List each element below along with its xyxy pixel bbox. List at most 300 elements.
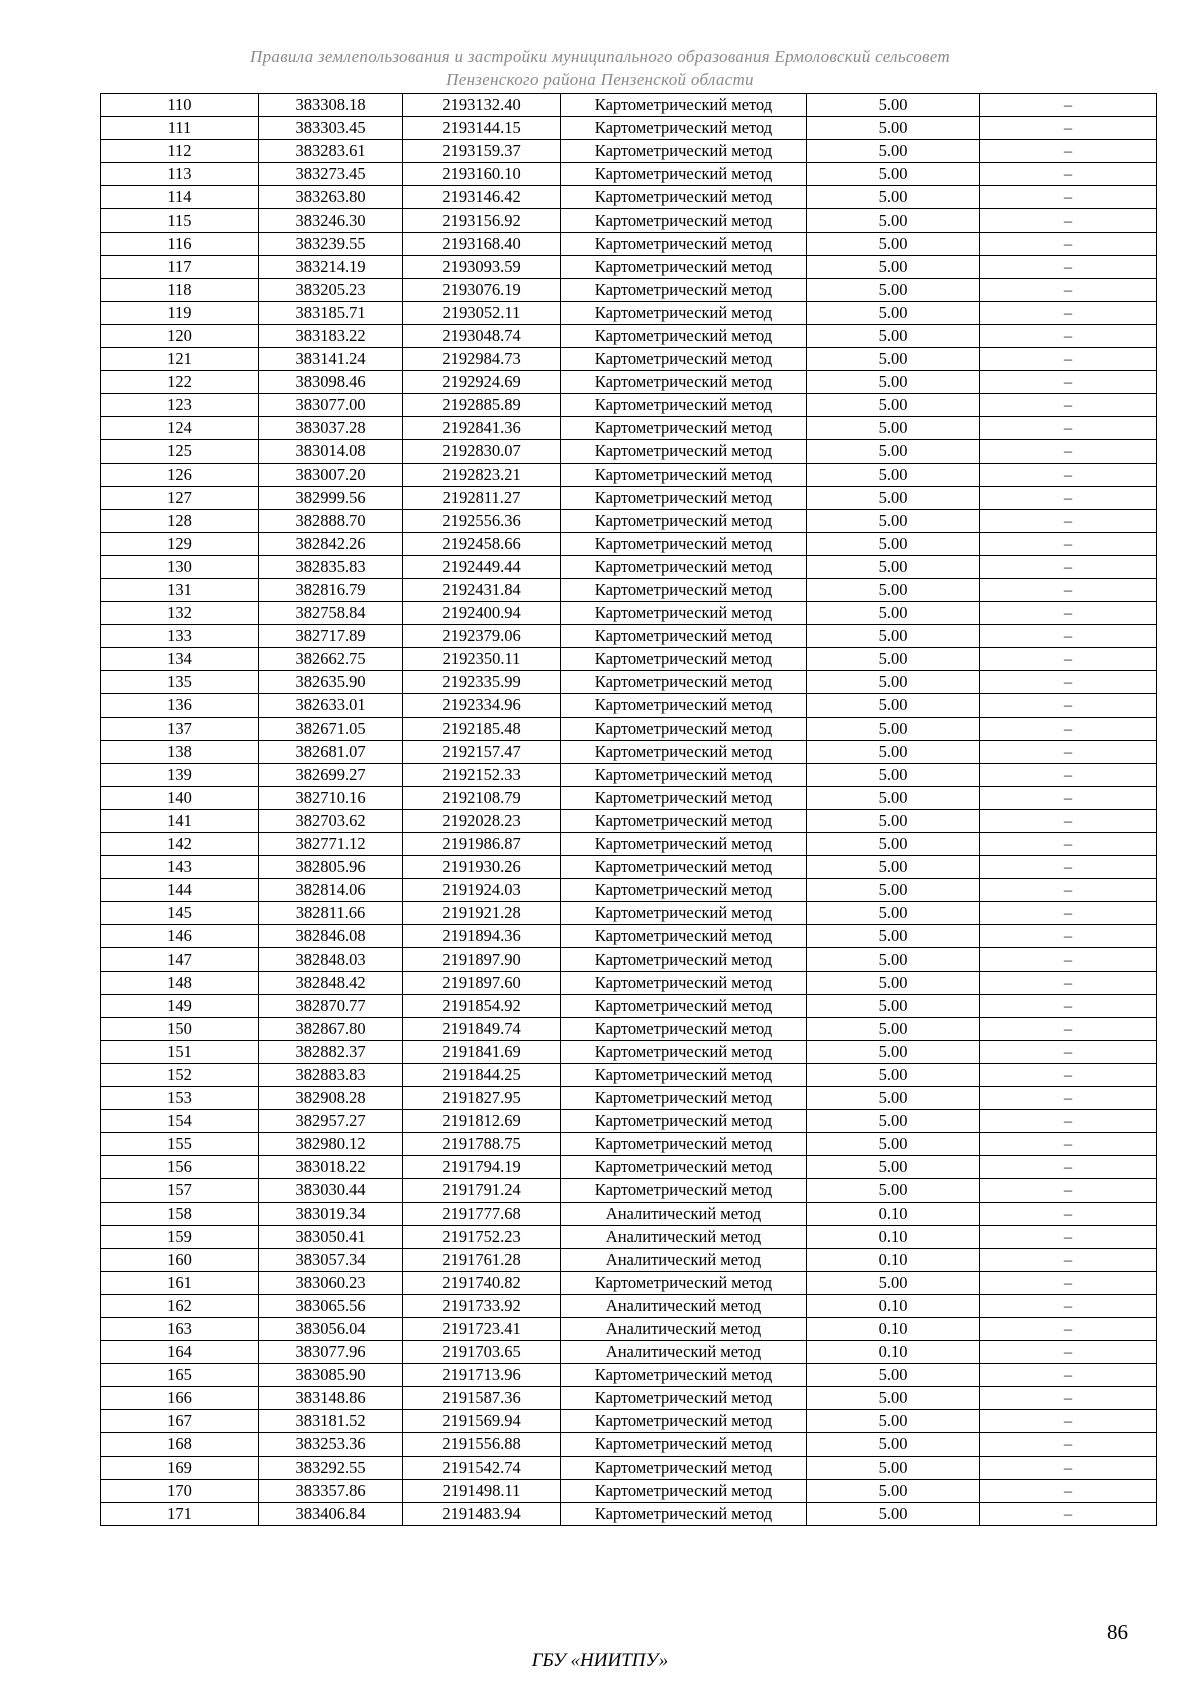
x-coordinate-cell: 382888.70 bbox=[259, 509, 403, 532]
point-number-cell: 164 bbox=[101, 1341, 259, 1364]
description-cell: – bbox=[980, 509, 1157, 532]
table-body bbox=[101, 94, 1157, 1526]
table-row bbox=[101, 717, 1157, 740]
x-coordinate-cell: 382980.12 bbox=[259, 1133, 403, 1156]
table-row bbox=[101, 971, 1157, 994]
x-coordinate-cell: 382957.27 bbox=[259, 1110, 403, 1133]
description-cell: – bbox=[980, 1133, 1157, 1156]
y-coordinate-cell: 2192924.69 bbox=[403, 371, 561, 394]
precision-cell: 5.00 bbox=[807, 417, 980, 440]
y-coordinate-cell: 2191827.95 bbox=[403, 1087, 561, 1110]
precision-cell: 5.00 bbox=[807, 209, 980, 232]
description-cell: – bbox=[980, 602, 1157, 625]
table-row bbox=[101, 1341, 1157, 1364]
x-coordinate-cell: 383183.22 bbox=[259, 324, 403, 347]
precision-cell: 5.00 bbox=[807, 1017, 980, 1040]
y-coordinate-cell: 2191569.94 bbox=[403, 1410, 561, 1433]
precision-cell: 5.00 bbox=[807, 117, 980, 140]
description-cell: – bbox=[980, 301, 1157, 324]
point-number-cell: 146 bbox=[101, 925, 259, 948]
description-cell: – bbox=[980, 532, 1157, 555]
precision-cell: 5.00 bbox=[807, 694, 980, 717]
x-coordinate-cell: 383303.45 bbox=[259, 117, 403, 140]
table-row bbox=[101, 1410, 1157, 1433]
point-number-cell: 165 bbox=[101, 1364, 259, 1387]
precision-cell: 5.00 bbox=[807, 833, 980, 856]
description-cell: – bbox=[980, 1271, 1157, 1294]
page-number: 86 bbox=[1107, 1620, 1128, 1644]
precision-cell: 5.00 bbox=[807, 1364, 980, 1387]
precision-cell: 5.00 bbox=[807, 671, 980, 694]
point-number-cell: 129 bbox=[101, 532, 259, 555]
table-row bbox=[101, 371, 1157, 394]
method-cell: Картометрический метод bbox=[561, 809, 807, 832]
precision-cell: 5.00 bbox=[807, 486, 980, 509]
y-coordinate-cell: 2191897.60 bbox=[403, 971, 561, 994]
precision-cell: 5.00 bbox=[807, 440, 980, 463]
x-coordinate-cell: 382870.77 bbox=[259, 994, 403, 1017]
x-coordinate-cell: 383141.24 bbox=[259, 348, 403, 371]
description-cell: – bbox=[980, 902, 1157, 925]
method-cell: Картометрический метод bbox=[561, 1502, 807, 1525]
description-cell: – bbox=[980, 1063, 1157, 1086]
precision-cell: 5.00 bbox=[807, 856, 980, 879]
point-number-cell: 150 bbox=[101, 1017, 259, 1040]
x-coordinate-cell: 382811.66 bbox=[259, 902, 403, 925]
table-row bbox=[101, 1364, 1157, 1387]
y-coordinate-cell: 2193048.74 bbox=[403, 324, 561, 347]
header-line-2: Пензенского района Пензенской области bbox=[446, 70, 754, 89]
method-cell: Картометрический метод bbox=[561, 417, 807, 440]
x-coordinate-cell: 383098.46 bbox=[259, 371, 403, 394]
table-row bbox=[101, 532, 1157, 555]
point-number-cell: 112 bbox=[101, 140, 259, 163]
method-cell: Картометрический метод bbox=[561, 440, 807, 463]
page-footer: ГБУ «НИИТПУ» bbox=[531, 1650, 669, 1671]
precision-cell: 5.00 bbox=[807, 948, 980, 971]
point-number-cell: 148 bbox=[101, 971, 259, 994]
precision-cell: 5.00 bbox=[807, 902, 980, 925]
precision-cell: 5.00 bbox=[807, 994, 980, 1017]
x-coordinate-cell: 383239.55 bbox=[259, 232, 403, 255]
table-row bbox=[101, 1225, 1157, 1248]
description-cell: – bbox=[980, 1040, 1157, 1063]
point-number-cell: 171 bbox=[101, 1502, 259, 1525]
description-cell: – bbox=[980, 648, 1157, 671]
point-number-cell: 136 bbox=[101, 694, 259, 717]
precision-cell: 5.00 bbox=[807, 324, 980, 347]
description-cell: – bbox=[980, 486, 1157, 509]
precision-cell: 5.00 bbox=[807, 1479, 980, 1502]
precision-cell: 5.00 bbox=[807, 602, 980, 625]
table-row bbox=[101, 440, 1157, 463]
precision-cell: 0.10 bbox=[807, 1317, 980, 1340]
point-number-cell: 128 bbox=[101, 509, 259, 532]
description-cell: – bbox=[980, 1341, 1157, 1364]
precision-cell: 5.00 bbox=[807, 786, 980, 809]
table-row bbox=[101, 140, 1157, 163]
point-number-cell: 120 bbox=[101, 324, 259, 347]
x-coordinate-cell: 383060.23 bbox=[259, 1271, 403, 1294]
table-row bbox=[101, 1433, 1157, 1456]
coordinates-table bbox=[100, 93, 1157, 1526]
y-coordinate-cell: 2192185.48 bbox=[403, 717, 561, 740]
table-row bbox=[101, 578, 1157, 601]
table-row bbox=[101, 417, 1157, 440]
y-coordinate-cell: 2191703.65 bbox=[403, 1341, 561, 1364]
method-cell: Картометрический метод bbox=[561, 740, 807, 763]
point-number-cell: 139 bbox=[101, 763, 259, 786]
description-cell: – bbox=[980, 1456, 1157, 1479]
y-coordinate-cell: 2192152.33 bbox=[403, 763, 561, 786]
table-row bbox=[101, 232, 1157, 255]
description-cell: – bbox=[980, 186, 1157, 209]
point-number-cell: 161 bbox=[101, 1271, 259, 1294]
table-row bbox=[101, 1387, 1157, 1410]
precision-cell: 5.00 bbox=[807, 1433, 980, 1456]
point-number-cell: 160 bbox=[101, 1248, 259, 1271]
precision-cell: 5.00 bbox=[807, 925, 980, 948]
table-row bbox=[101, 509, 1157, 532]
point-number-cell: 115 bbox=[101, 209, 259, 232]
table-row bbox=[101, 1479, 1157, 1502]
table-row bbox=[101, 1317, 1157, 1340]
y-coordinate-cell: 2191761.28 bbox=[403, 1248, 561, 1271]
method-cell: Картометрический метод bbox=[561, 255, 807, 278]
description-cell: – bbox=[980, 578, 1157, 601]
precision-cell: 0.10 bbox=[807, 1225, 980, 1248]
table-row bbox=[101, 694, 1157, 717]
description-cell: – bbox=[980, 1225, 1157, 1248]
x-coordinate-cell: 382848.42 bbox=[259, 971, 403, 994]
point-number-cell: 124 bbox=[101, 417, 259, 440]
table-row bbox=[101, 324, 1157, 347]
table-row bbox=[101, 625, 1157, 648]
point-number-cell: 125 bbox=[101, 440, 259, 463]
precision-cell: 5.00 bbox=[807, 301, 980, 324]
precision-cell: 5.00 bbox=[807, 1133, 980, 1156]
method-cell: Картометрический метод bbox=[561, 1040, 807, 1063]
y-coordinate-cell: 2191791.24 bbox=[403, 1179, 561, 1202]
table-row bbox=[101, 994, 1157, 1017]
point-number-cell: 127 bbox=[101, 486, 259, 509]
description-cell: – bbox=[980, 417, 1157, 440]
y-coordinate-cell: 2193160.10 bbox=[403, 163, 561, 186]
x-coordinate-cell: 383014.08 bbox=[259, 440, 403, 463]
precision-cell: 0.10 bbox=[807, 1202, 980, 1225]
table-row bbox=[101, 255, 1157, 278]
x-coordinate-cell: 382882.37 bbox=[259, 1040, 403, 1063]
method-cell: Картометрический метод bbox=[561, 324, 807, 347]
y-coordinate-cell: 2193159.37 bbox=[403, 140, 561, 163]
y-coordinate-cell: 2193052.11 bbox=[403, 301, 561, 324]
point-number-cell: 110 bbox=[101, 94, 259, 117]
x-coordinate-cell: 383019.34 bbox=[259, 1202, 403, 1225]
method-cell: Картометрический метод bbox=[561, 140, 807, 163]
description-cell: – bbox=[980, 94, 1157, 117]
description-cell: – bbox=[980, 1294, 1157, 1317]
table-row bbox=[101, 301, 1157, 324]
method-cell: Картометрический метод bbox=[561, 856, 807, 879]
y-coordinate-cell: 2193144.15 bbox=[403, 117, 561, 140]
precision-cell: 5.00 bbox=[807, 717, 980, 740]
method-cell: Картометрический метод bbox=[561, 717, 807, 740]
point-number-cell: 147 bbox=[101, 948, 259, 971]
method-cell: Картометрический метод bbox=[561, 186, 807, 209]
x-coordinate-cell: 383065.56 bbox=[259, 1294, 403, 1317]
table-row bbox=[101, 1017, 1157, 1040]
y-coordinate-cell: 2192108.79 bbox=[403, 786, 561, 809]
y-coordinate-cell: 2193132.40 bbox=[403, 94, 561, 117]
point-number-cell: 163 bbox=[101, 1317, 259, 1340]
method-cell: Картометрический метод bbox=[561, 532, 807, 555]
precision-cell: 0.10 bbox=[807, 1294, 980, 1317]
x-coordinate-cell: 382671.05 bbox=[259, 717, 403, 740]
precision-cell: 5.00 bbox=[807, 348, 980, 371]
point-number-cell: 170 bbox=[101, 1479, 259, 1502]
y-coordinate-cell: 2191713.96 bbox=[403, 1364, 561, 1387]
y-coordinate-cell: 2191723.41 bbox=[403, 1317, 561, 1340]
description-cell: – bbox=[980, 948, 1157, 971]
precision-cell: 5.00 bbox=[807, 809, 980, 832]
point-number-cell: 143 bbox=[101, 856, 259, 879]
method-cell: Картометрический метод bbox=[561, 671, 807, 694]
y-coordinate-cell: 2192431.84 bbox=[403, 578, 561, 601]
description-cell: – bbox=[980, 1087, 1157, 1110]
description-cell: – bbox=[980, 209, 1157, 232]
x-coordinate-cell: 382771.12 bbox=[259, 833, 403, 856]
method-cell: Картометрический метод bbox=[561, 625, 807, 648]
point-number-cell: 158 bbox=[101, 1202, 259, 1225]
point-number-cell: 131 bbox=[101, 578, 259, 601]
precision-cell: 5.00 bbox=[807, 1387, 980, 1410]
precision-cell: 0.10 bbox=[807, 1248, 980, 1271]
y-coordinate-cell: 2192885.89 bbox=[403, 394, 561, 417]
y-coordinate-cell: 2191733.92 bbox=[403, 1294, 561, 1317]
y-coordinate-cell: 2191777.68 bbox=[403, 1202, 561, 1225]
x-coordinate-cell: 383308.18 bbox=[259, 94, 403, 117]
method-cell: Картометрический метод bbox=[561, 1133, 807, 1156]
point-number-cell: 152 bbox=[101, 1063, 259, 1086]
y-coordinate-cell: 2192028.23 bbox=[403, 809, 561, 832]
description-cell: – bbox=[980, 1179, 1157, 1202]
x-coordinate-cell: 382699.27 bbox=[259, 763, 403, 786]
table-row bbox=[101, 94, 1157, 117]
y-coordinate-cell: 2192556.36 bbox=[403, 509, 561, 532]
y-coordinate-cell: 2192400.94 bbox=[403, 602, 561, 625]
description-cell: – bbox=[980, 1364, 1157, 1387]
x-coordinate-cell: 383253.36 bbox=[259, 1433, 403, 1456]
table-row bbox=[101, 348, 1157, 371]
y-coordinate-cell: 2191498.11 bbox=[403, 1479, 561, 1502]
x-coordinate-cell: 383283.61 bbox=[259, 140, 403, 163]
y-coordinate-cell: 2191844.25 bbox=[403, 1063, 561, 1086]
table-row bbox=[101, 1110, 1157, 1133]
x-coordinate-cell: 382867.80 bbox=[259, 1017, 403, 1040]
x-coordinate-cell: 383214.19 bbox=[259, 255, 403, 278]
method-cell: Картометрический метод bbox=[561, 163, 807, 186]
y-coordinate-cell: 2191841.69 bbox=[403, 1040, 561, 1063]
x-coordinate-cell: 382848.03 bbox=[259, 948, 403, 971]
y-coordinate-cell: 2191556.88 bbox=[403, 1433, 561, 1456]
method-cell: Картометрический метод bbox=[561, 833, 807, 856]
y-coordinate-cell: 2191812.69 bbox=[403, 1110, 561, 1133]
table-row bbox=[101, 555, 1157, 578]
table-row bbox=[101, 902, 1157, 925]
y-coordinate-cell: 2191924.03 bbox=[403, 879, 561, 902]
precision-cell: 5.00 bbox=[807, 509, 980, 532]
precision-cell: 5.00 bbox=[807, 625, 980, 648]
description-cell: – bbox=[980, 324, 1157, 347]
method-cell: Картометрический метод bbox=[561, 1387, 807, 1410]
y-coordinate-cell: 2191921.28 bbox=[403, 902, 561, 925]
point-number-cell: 144 bbox=[101, 879, 259, 902]
description-cell: – bbox=[980, 1502, 1157, 1525]
precision-cell: 5.00 bbox=[807, 1040, 980, 1063]
x-coordinate-cell: 382846.08 bbox=[259, 925, 403, 948]
x-coordinate-cell: 382908.28 bbox=[259, 1087, 403, 1110]
x-coordinate-cell: 383263.80 bbox=[259, 186, 403, 209]
description-cell: – bbox=[980, 925, 1157, 948]
x-coordinate-cell: 383018.22 bbox=[259, 1156, 403, 1179]
description-cell: – bbox=[980, 1479, 1157, 1502]
table-row bbox=[101, 209, 1157, 232]
method-cell: Картометрический метод bbox=[561, 1179, 807, 1202]
x-coordinate-cell: 382633.01 bbox=[259, 694, 403, 717]
description-cell: – bbox=[980, 740, 1157, 763]
x-coordinate-cell: 382681.07 bbox=[259, 740, 403, 763]
x-coordinate-cell: 383292.55 bbox=[259, 1456, 403, 1479]
table-row bbox=[101, 1202, 1157, 1225]
point-number-cell: 126 bbox=[101, 463, 259, 486]
x-coordinate-cell: 383030.44 bbox=[259, 1179, 403, 1202]
precision-cell: 5.00 bbox=[807, 763, 980, 786]
table-row bbox=[101, 671, 1157, 694]
method-cell: Картометрический метод bbox=[561, 1364, 807, 1387]
description-cell: – bbox=[980, 232, 1157, 255]
point-number-cell: 141 bbox=[101, 809, 259, 832]
y-coordinate-cell: 2191542.74 bbox=[403, 1456, 561, 1479]
method-cell: Картометрический метод bbox=[561, 1410, 807, 1433]
table-row bbox=[101, 463, 1157, 486]
description-cell: – bbox=[980, 463, 1157, 486]
table-row bbox=[101, 925, 1157, 948]
method-cell: Картометрический метод bbox=[561, 948, 807, 971]
description-cell: – bbox=[980, 833, 1157, 856]
x-coordinate-cell: 382710.16 bbox=[259, 786, 403, 809]
point-number-cell: 142 bbox=[101, 833, 259, 856]
x-coordinate-cell: 382662.75 bbox=[259, 648, 403, 671]
method-cell: Картометрический метод bbox=[561, 371, 807, 394]
x-coordinate-cell: 382805.96 bbox=[259, 856, 403, 879]
description-cell: – bbox=[980, 717, 1157, 740]
method-cell: Картометрический метод bbox=[561, 1063, 807, 1086]
page-header bbox=[0, 45, 1200, 91]
point-number-cell: 151 bbox=[101, 1040, 259, 1063]
x-coordinate-cell: 383056.04 bbox=[259, 1317, 403, 1340]
y-coordinate-cell: 2193076.19 bbox=[403, 278, 561, 301]
x-coordinate-cell: 383077.00 bbox=[259, 394, 403, 417]
point-number-cell: 149 bbox=[101, 994, 259, 1017]
precision-cell: 5.00 bbox=[807, 1087, 980, 1110]
y-coordinate-cell: 2192458.66 bbox=[403, 532, 561, 555]
method-cell: Картометрический метод bbox=[561, 1017, 807, 1040]
description-cell: – bbox=[980, 140, 1157, 163]
method-cell: Картометрический метод bbox=[561, 971, 807, 994]
point-number-cell: 119 bbox=[101, 301, 259, 324]
description-cell: – bbox=[980, 394, 1157, 417]
point-number-cell: 159 bbox=[101, 1225, 259, 1248]
y-coordinate-cell: 2192379.06 bbox=[403, 625, 561, 648]
point-number-cell: 111 bbox=[101, 117, 259, 140]
y-coordinate-cell: 2193146.42 bbox=[403, 186, 561, 209]
precision-cell: 5.00 bbox=[807, 740, 980, 763]
description-cell: – bbox=[980, 694, 1157, 717]
description-cell: – bbox=[980, 625, 1157, 648]
x-coordinate-cell: 382717.89 bbox=[259, 625, 403, 648]
description-cell: – bbox=[980, 786, 1157, 809]
x-coordinate-cell: 382703.62 bbox=[259, 809, 403, 832]
table-row bbox=[101, 1294, 1157, 1317]
y-coordinate-cell: 2192350.11 bbox=[403, 648, 561, 671]
table-row bbox=[101, 1156, 1157, 1179]
y-coordinate-cell: 2191930.26 bbox=[403, 856, 561, 879]
precision-cell: 5.00 bbox=[807, 255, 980, 278]
description-cell: – bbox=[980, 255, 1157, 278]
x-coordinate-cell: 383273.45 bbox=[259, 163, 403, 186]
table-row bbox=[101, 786, 1157, 809]
method-cell: Картометрический метод bbox=[561, 209, 807, 232]
x-coordinate-cell: 383037.28 bbox=[259, 417, 403, 440]
description-cell: – bbox=[980, 1433, 1157, 1456]
point-number-cell: 134 bbox=[101, 648, 259, 671]
method-cell: Картометрический метод bbox=[561, 994, 807, 1017]
method-cell: Картометрический метод bbox=[561, 1110, 807, 1133]
method-cell: Картометрический метод bbox=[561, 602, 807, 625]
method-cell: Аналитический метод bbox=[561, 1202, 807, 1225]
description-cell: – bbox=[980, 555, 1157, 578]
y-coordinate-cell: 2192157.47 bbox=[403, 740, 561, 763]
header-line-1: Правила землепользования и застройки муниципального образования Ермоловский сельсовет bbox=[250, 47, 950, 66]
table-row bbox=[101, 1179, 1157, 1202]
y-coordinate-cell: 2191849.74 bbox=[403, 1017, 561, 1040]
y-coordinate-cell: 2192841.36 bbox=[403, 417, 561, 440]
description-cell: – bbox=[980, 163, 1157, 186]
method-cell: Картометрический метод bbox=[561, 1456, 807, 1479]
description-cell: – bbox=[980, 1156, 1157, 1179]
point-number-cell: 154 bbox=[101, 1110, 259, 1133]
method-cell: Аналитический метод bbox=[561, 1341, 807, 1364]
precision-cell: 5.00 bbox=[807, 1410, 980, 1433]
description-cell: – bbox=[980, 809, 1157, 832]
table-row bbox=[101, 1456, 1157, 1479]
y-coordinate-cell: 2192984.73 bbox=[403, 348, 561, 371]
y-coordinate-cell: 2191740.82 bbox=[403, 1271, 561, 1294]
table-row bbox=[101, 833, 1157, 856]
precision-cell: 5.00 bbox=[807, 232, 980, 255]
method-cell: Картометрический метод bbox=[561, 578, 807, 601]
precision-cell: 5.00 bbox=[807, 1271, 980, 1294]
x-coordinate-cell: 383085.90 bbox=[259, 1364, 403, 1387]
table-row bbox=[101, 394, 1157, 417]
precision-cell: 5.00 bbox=[807, 532, 980, 555]
point-number-cell: 123 bbox=[101, 394, 259, 417]
point-number-cell: 157 bbox=[101, 1179, 259, 1202]
point-number-cell: 135 bbox=[101, 671, 259, 694]
method-cell: Аналитический метод bbox=[561, 1317, 807, 1340]
x-coordinate-cell: 382842.26 bbox=[259, 532, 403, 555]
x-coordinate-cell: 382758.84 bbox=[259, 602, 403, 625]
